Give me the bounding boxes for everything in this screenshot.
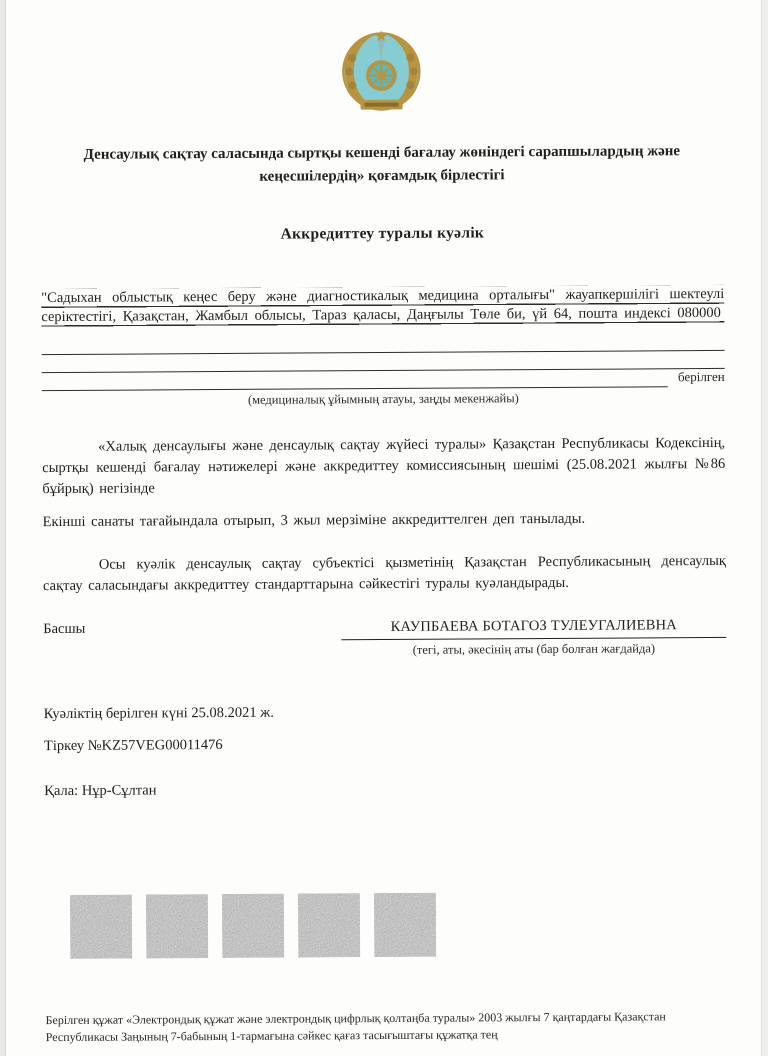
organization-title: Денсаулық сақтау саласында сыртқы кешенді бағалау жөніндегі сарапшылардың және кеңесшілердің» қоғамдық бірлестігі — [83, 143, 681, 185]
kazakhstan-coat-of-arms-icon — [40, 23, 724, 120]
certificate-title: Аккредиттеу туралы куәлік — [280, 224, 485, 243]
qr-code — [146, 894, 208, 958]
city-line: Қала: Нұр-Сұлтан — [44, 782, 157, 800]
head-name: КАУПБАЕВА БОТАГОЗ ТУЛЕУГАЛИЕВНА — [341, 617, 726, 640]
legal-footer-note: Берілген құжат «Электрондық құжат және электрондық цифрлық қолтаңба туралы» 2003 жылғы 7 қаңтардағы Қазақстан Республикасы Заңының 7-бабының 1-тармағына сәйкес қағаз тасығыштағы құжатқа тең — [45, 1009, 666, 1045]
qr-code — [222, 894, 284, 958]
confirmation-paragraph: Осы куәлік денсаулық сақтау субъектісі қызметінің Қазақстан Республикасының денсаулық сақтау саласындағы аккредиттеу стандарттарына сәйкестігі туралы куәландырады. — [42, 552, 726, 595]
category-paragraph: Екінші санаты тағайындала отырып, 3 жыл мерзіміне аккредиттелген деп танылады. — [42, 510, 586, 531]
basis-paragraph: «Халық денсаулығы және денсаулық сақтау жүйесі туралы» Қазақстан Республикасы Кодексінің, сыртқы кешенді бағалау нәтижелері және аккредиттеу комиссиясының шешімі (25.08.2021 жылғы №86 бұйрық) негізінде — [42, 434, 726, 498]
qr-code — [70, 895, 132, 959]
scan-edge-left — [0, 0, 6, 1056]
qr-code — [374, 893, 436, 957]
recipient-details: "Садыхан облыстық кеңес беру және диагностикалық медицина орталығы" жауапкершілігі шектеулі серіктестігі, Қазақстан, Жамбыл облысы, Тараз қаласы, Даңғылы Төле би, үй 64, пошта индексі 080000 — [41, 285, 725, 326]
issue-date-line: Куәліктің берілген күні 25.08.2021 ж. — [43, 704, 274, 723]
recipient-caption: (медициналық ұйымның атауы, заңды мекенжайы) — [247, 391, 519, 407]
blank-form-line — [42, 369, 668, 391]
signature-block — [341, 617, 726, 658]
registration-number-line: Тіркеу №KZ57VEG00011476 — [43, 736, 223, 755]
head-label: Басшы — [43, 620, 86, 638]
qr-code — [298, 893, 360, 957]
issued-word: берілген — [677, 368, 725, 385]
signature-row — [43, 617, 726, 660]
scan-edge-right — [761, 0, 768, 1056]
qr-code-row — [70, 891, 728, 959]
issued-row — [42, 369, 725, 391]
head-name-caption: (тегі, аты, әкесінің аты (бар болған жағдайда) — [412, 641, 656, 657]
